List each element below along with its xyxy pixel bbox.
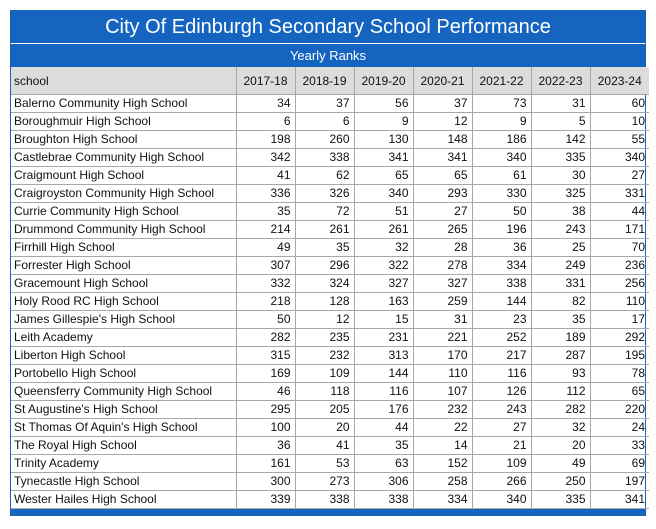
- rank-cell: 128: [295, 293, 354, 311]
- rank-cell: 232: [295, 347, 354, 365]
- rank-cell: 340: [472, 149, 531, 167]
- rank-cell: 295: [236, 401, 295, 419]
- column-header-2017-18[interactable]: 2017-18: [236, 67, 295, 95]
- table-row: [11, 167, 649, 185]
- rank-cell: 36: [472, 239, 531, 257]
- rank-cell: 259: [413, 293, 472, 311]
- school-name-cell: Broughton High School: [11, 131, 236, 149]
- rank-cell: 250: [531, 473, 590, 491]
- rank-cell: 50: [472, 203, 531, 221]
- table-footer-bar: [11, 509, 645, 515]
- rank-cell: 70: [590, 239, 649, 257]
- rank-cell: 163: [354, 293, 413, 311]
- school-name-cell: Queensferry Community High School: [11, 383, 236, 401]
- school-name-cell: Drummond Community High School: [11, 221, 236, 239]
- rank-cell: 72: [295, 203, 354, 221]
- rank-cell: 33: [590, 437, 649, 455]
- table-subtitle: Yearly Ranks: [11, 44, 645, 67]
- rank-cell: 325: [531, 185, 590, 203]
- rank-cell: 341: [413, 149, 472, 167]
- rank-cell: 340: [354, 185, 413, 203]
- rank-cell: 35: [531, 311, 590, 329]
- table-row: [11, 437, 649, 455]
- rank-cell: 322: [354, 257, 413, 275]
- rank-cell: 315: [236, 347, 295, 365]
- rank-cell: 110: [413, 365, 472, 383]
- column-header-school[interactable]: school: [11, 67, 236, 95]
- rank-cell: 235: [295, 329, 354, 347]
- rank-cell: 142: [531, 131, 590, 149]
- school-name-cell: Currie Community High School: [11, 203, 236, 221]
- rank-cell: 82: [531, 293, 590, 311]
- rank-cell: 266: [472, 473, 531, 491]
- school-name-cell: Leith Academy: [11, 329, 236, 347]
- rank-cell: 287: [531, 347, 590, 365]
- rank-cell: 65: [354, 167, 413, 185]
- rank-cell: 169: [236, 365, 295, 383]
- rank-cell: 62: [295, 167, 354, 185]
- rank-cell: 176: [354, 401, 413, 419]
- rank-cell: 334: [413, 491, 472, 509]
- rank-cell: 221: [413, 329, 472, 347]
- rank-cell: 282: [531, 401, 590, 419]
- rank-cell: 109: [295, 365, 354, 383]
- rank-cell: 38: [531, 203, 590, 221]
- rank-cell: 35: [295, 239, 354, 257]
- rank-cell: 41: [295, 437, 354, 455]
- table-row: [11, 203, 649, 221]
- column-header-2023-24[interactable]: 2023-24: [590, 67, 649, 95]
- rank-cell: 144: [472, 293, 531, 311]
- rank-cell: 130: [354, 131, 413, 149]
- rank-cell: 197: [590, 473, 649, 491]
- rank-table-panel: [10, 10, 646, 516]
- rank-cell: 148: [413, 131, 472, 149]
- school-name-cell: Holy Rood RC High School: [11, 293, 236, 311]
- rank-cell: 261: [295, 221, 354, 239]
- rank-cell: 249: [531, 257, 590, 275]
- rank-cell: 10: [590, 113, 649, 131]
- table-row: [11, 275, 649, 293]
- school-name-cell: Portobello High School: [11, 365, 236, 383]
- rank-cell: 338: [295, 149, 354, 167]
- rank-cell: 170: [413, 347, 472, 365]
- rank-cell: 35: [236, 203, 295, 221]
- rank-cell: 31: [531, 95, 590, 113]
- rank-table: [11, 67, 649, 509]
- rank-cell: 63: [354, 455, 413, 473]
- rank-cell: 282: [236, 329, 295, 347]
- rank-cell: 46: [236, 383, 295, 401]
- school-name-cell: Craigmount High School: [11, 167, 236, 185]
- rank-cell: 60: [590, 95, 649, 113]
- rank-cell: 36: [236, 437, 295, 455]
- school-name-cell: St Augustine's High School: [11, 401, 236, 419]
- table-row: [11, 455, 649, 473]
- rank-cell: 12: [295, 311, 354, 329]
- rank-cell: 186: [472, 131, 531, 149]
- table-row: [11, 329, 649, 347]
- school-name-cell: Liberton High School: [11, 347, 236, 365]
- rank-cell: 112: [531, 383, 590, 401]
- rank-cell: 338: [354, 491, 413, 509]
- rank-cell: 260: [295, 131, 354, 149]
- rank-cell: 50: [236, 311, 295, 329]
- rank-cell: 220: [590, 401, 649, 419]
- column-header-2022-23[interactable]: 2022-23: [531, 67, 590, 95]
- rank-cell: 340: [472, 491, 531, 509]
- column-header-2018-19[interactable]: 2018-19: [295, 67, 354, 95]
- school-name-cell: Trinity Academy: [11, 455, 236, 473]
- rank-cell: 126: [472, 383, 531, 401]
- rank-cell: 23: [472, 311, 531, 329]
- rank-cell: 14: [413, 437, 472, 455]
- rank-cell: 232: [413, 401, 472, 419]
- school-name-cell: Gracemount High School: [11, 275, 236, 293]
- rank-cell: 37: [295, 95, 354, 113]
- school-name-cell: Wester Hailes High School: [11, 491, 236, 509]
- rank-cell: 331: [531, 275, 590, 293]
- rank-cell: 332: [236, 275, 295, 293]
- table-row: [11, 473, 649, 491]
- rank-cell: 17: [590, 311, 649, 329]
- rank-cell: 116: [472, 365, 531, 383]
- rank-cell: 256: [590, 275, 649, 293]
- rank-cell: 49: [236, 239, 295, 257]
- rank-cell: 109: [472, 455, 531, 473]
- rank-cell: 273: [295, 473, 354, 491]
- rank-cell: 330: [472, 185, 531, 203]
- rank-cell: 51: [354, 203, 413, 221]
- rank-cell: 110: [590, 293, 649, 311]
- rank-cell: 335: [531, 149, 590, 167]
- rank-cell: 214: [236, 221, 295, 239]
- rank-cell: 342: [236, 149, 295, 167]
- rank-cell: 339: [236, 491, 295, 509]
- rank-cell: 49: [531, 455, 590, 473]
- rank-cell: 236: [590, 257, 649, 275]
- table-row: [11, 113, 649, 131]
- header-row: [11, 67, 649, 95]
- rank-cell: 300: [236, 473, 295, 491]
- rank-cell: 12: [413, 113, 472, 131]
- school-name-cell: Boroughmuir High School: [11, 113, 236, 131]
- rank-cell: 161: [236, 455, 295, 473]
- rank-cell: 30: [531, 167, 590, 185]
- school-name-cell: Craigroyston Community High School: [11, 185, 236, 203]
- rank-cell: 335: [531, 491, 590, 509]
- rank-cell: 261: [354, 221, 413, 239]
- school-name-cell: James Gillespie's High School: [11, 311, 236, 329]
- rank-cell: 27: [590, 167, 649, 185]
- rank-cell: 189: [531, 329, 590, 347]
- rank-cell: 15: [354, 311, 413, 329]
- table-row: [11, 347, 649, 365]
- rank-cell: 37: [413, 95, 472, 113]
- rank-cell: 6: [295, 113, 354, 131]
- rank-cell: 61: [472, 167, 531, 185]
- rank-cell: 331: [590, 185, 649, 203]
- rank-cell: 78: [590, 365, 649, 383]
- rank-cell: 5: [531, 113, 590, 131]
- rank-cell: 65: [590, 383, 649, 401]
- rank-cell: 22: [413, 419, 472, 437]
- rank-cell: 293: [413, 185, 472, 203]
- rank-cell: 198: [236, 131, 295, 149]
- table-body: [11, 95, 649, 509]
- rank-cell: 326: [295, 185, 354, 203]
- school-name-cell: Forrester High School: [11, 257, 236, 275]
- rank-cell: 324: [295, 275, 354, 293]
- rank-cell: 28: [413, 239, 472, 257]
- rank-cell: 265: [413, 221, 472, 239]
- rank-cell: 35: [354, 437, 413, 455]
- rank-cell: 20: [531, 437, 590, 455]
- school-name-cell: Tynecastle High School: [11, 473, 236, 491]
- rank-cell: 341: [354, 149, 413, 167]
- rank-cell: 24: [590, 419, 649, 437]
- rank-cell: 73: [472, 95, 531, 113]
- rank-cell: 31: [413, 311, 472, 329]
- school-name-cell: Firrhill High School: [11, 239, 236, 257]
- rank-cell: 27: [472, 419, 531, 437]
- rank-cell: 53: [295, 455, 354, 473]
- school-name-cell: St Thomas Of Aquin's High School: [11, 419, 236, 437]
- rank-cell: 218: [236, 293, 295, 311]
- rank-cell: 55: [590, 131, 649, 149]
- rank-cell: 307: [236, 257, 295, 275]
- rank-cell: 336: [236, 185, 295, 203]
- rank-cell: 20: [295, 419, 354, 437]
- table-row: [11, 221, 649, 239]
- rank-cell: 69: [590, 455, 649, 473]
- rank-cell: 27: [413, 203, 472, 221]
- table-title: City Of Edinburgh Secondary School Performance: [11, 11, 645, 44]
- rank-cell: 334: [472, 257, 531, 275]
- table-row: [11, 257, 649, 275]
- rank-cell: 34: [236, 95, 295, 113]
- rank-cell: 65: [413, 167, 472, 185]
- rank-cell: 144: [354, 365, 413, 383]
- rank-cell: 32: [531, 419, 590, 437]
- table-row: [11, 95, 649, 113]
- rank-cell: 296: [295, 257, 354, 275]
- rank-cell: 205: [295, 401, 354, 419]
- table-row: [11, 365, 649, 383]
- rank-cell: 313: [354, 347, 413, 365]
- rank-cell: 107: [413, 383, 472, 401]
- rank-cell: 21: [472, 437, 531, 455]
- rank-cell: 9: [472, 113, 531, 131]
- rank-cell: 171: [590, 221, 649, 239]
- rank-cell: 100: [236, 419, 295, 437]
- rank-cell: 195: [590, 347, 649, 365]
- column-header-2021-22[interactable]: 2021-22: [472, 67, 531, 95]
- rank-cell: 116: [354, 383, 413, 401]
- table-row: [11, 239, 649, 257]
- rank-cell: 6: [236, 113, 295, 131]
- column-header-2020-21[interactable]: 2020-21: [413, 67, 472, 95]
- rank-cell: 217: [472, 347, 531, 365]
- table-row: [11, 131, 649, 149]
- rank-cell: 327: [413, 275, 472, 293]
- table-row: [11, 401, 649, 419]
- rank-cell: 25: [531, 239, 590, 257]
- table-row: [11, 311, 649, 329]
- rank-cell: 9: [354, 113, 413, 131]
- rank-cell: 93: [531, 365, 590, 383]
- rank-cell: 243: [472, 401, 531, 419]
- table-row: [11, 383, 649, 401]
- rank-cell: 341: [590, 491, 649, 509]
- column-header-2019-20[interactable]: 2019-20: [354, 67, 413, 95]
- rank-cell: 231: [354, 329, 413, 347]
- school-name-cell: Castlebrae Community High School: [11, 149, 236, 167]
- school-name-cell: The Royal High School: [11, 437, 236, 455]
- rank-cell: 118: [295, 383, 354, 401]
- rank-cell: 152: [413, 455, 472, 473]
- rank-cell: 292: [590, 329, 649, 347]
- rank-cell: 252: [472, 329, 531, 347]
- rank-cell: 327: [354, 275, 413, 293]
- table-row: [11, 149, 649, 167]
- table-row: [11, 293, 649, 311]
- school-name-cell: Balerno Community High School: [11, 95, 236, 113]
- rank-cell: 41: [236, 167, 295, 185]
- rank-cell: 243: [531, 221, 590, 239]
- rank-cell: 340: [590, 149, 649, 167]
- table-row: [11, 419, 649, 437]
- rank-cell: 44: [354, 419, 413, 437]
- rank-cell: 338: [472, 275, 531, 293]
- rank-cell: 338: [295, 491, 354, 509]
- rank-cell: 196: [472, 221, 531, 239]
- rank-cell: 306: [354, 473, 413, 491]
- rank-cell: 278: [413, 257, 472, 275]
- rank-cell: 258: [413, 473, 472, 491]
- rank-cell: 32: [354, 239, 413, 257]
- rank-cell: 44: [590, 203, 649, 221]
- table-row: [11, 491, 649, 509]
- rank-cell: 56: [354, 95, 413, 113]
- table-row: [11, 185, 649, 203]
